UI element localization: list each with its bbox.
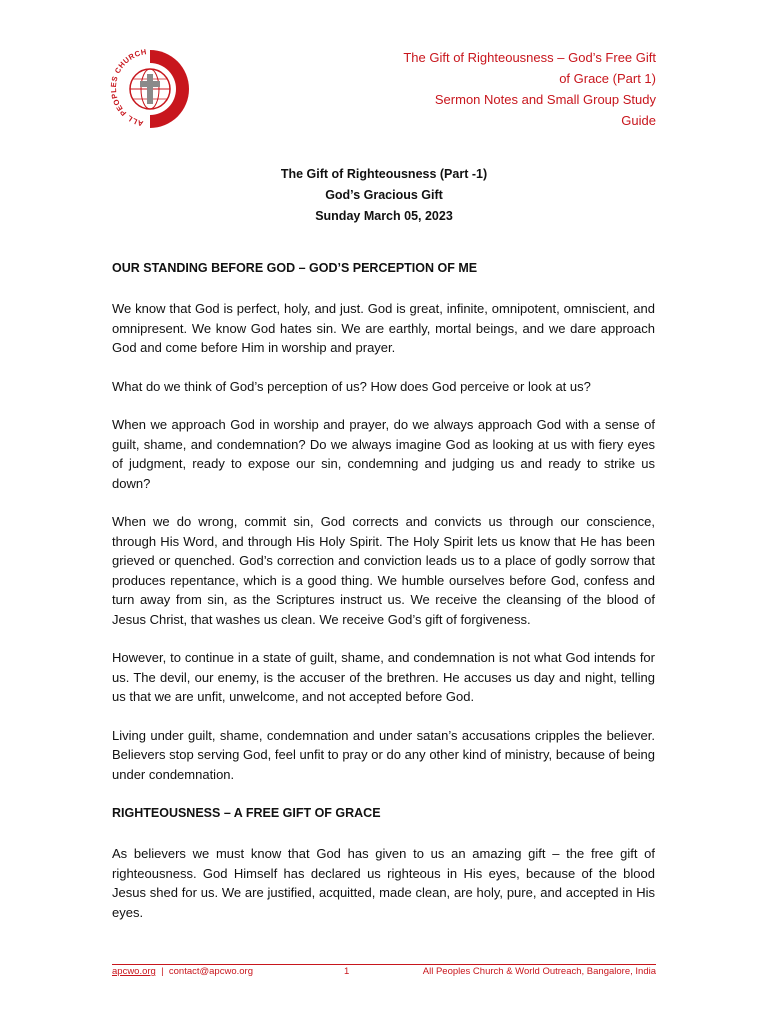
title-line-2: God’s Gracious Gift — [325, 188, 443, 202]
header-title-line: of Grace (Part 1) — [559, 71, 656, 86]
paragraph: We know that God is perfect, holy, and just. God is great, infinite, omnipotent, omniscient, and omnipresent. We know God hates sin. We are earthly, mortal beings, and we dare approach God and come before Him in worship and prayer. — [112, 301, 655, 355]
paragraph: However, to continue in a state of guilt, shame, and condemnation is not what God intends for us. The devil, our enemy, is the accuser of the brethren. He accuses us day and night, telling us that we are unfit, unwelcome, and not accepted before God. — [112, 650, 655, 704]
section-heading: OUR STANDING BEFORE GOD – GOD’S PERCEPTION OF ME — [112, 261, 478, 275]
document-body — [112, 258, 655, 941]
website-link[interactable]: apcwo.org — [112, 966, 156, 977]
paragraph: As believers we must know that God has given to us an amazing gift – the free gift of righteousness. God Himself has declared us righteous in His eyes, because of the blood Jesus shed for us. We are justified, acquitted, made clean, are holy, pure, and accepted in His eyes. — [112, 846, 655, 920]
paragraph: When we do wrong, commit sin, God corrects and convicts us through our conscience, through His Word, and through His Holy Spirit. The Holy Spirit lets us know that He has been grieved or quenched. God’s correction and conviction leads us to a place of godly sorrow that produces repentance, which is a good thing. We humble ourselves before God, confess and turn away from sin, as the Scriptures instruct us. We receive the cleansing of the blood of Jesus Christ, that washes us clean. We receive God’s gift of forgiveness. — [112, 514, 655, 627]
header-title-line: Sermon Notes and Small Group Study — [434, 92, 656, 107]
header-title — [356, 47, 656, 131]
header-title-line: The Gift of Righteousness – God’s Free Gift — [403, 50, 656, 65]
email-link[interactable]: contact@apcwo.org — [168, 966, 253, 977]
document-title — [0, 164, 768, 227]
footer-separator: | — [161, 966, 164, 977]
footer-divider — [112, 964, 656, 965]
paragraph: When we approach God in worship and prayer, do we always approach God with a sense of guilt, shame, and condemnation? Do we always imagine God as looking at us with fiery eyes of judgment, ready to expose our sin, condemning and judging us and ready to strike us down? — [112, 417, 655, 491]
page-number: 1 — [344, 966, 350, 977]
paragraph: Living under guilt, shame, condemnation and under satan’s accusations cripples the believer. Believers stop serving God, feel unfit to pray or do any other kind of ministry, because of being under condemnation. — [112, 727, 655, 782]
logo-ring-text: ALL PEOP S CHURCH — [110, 48, 148, 129]
church-logo — [110, 48, 190, 130]
header-title-line: Guide — [621, 113, 656, 128]
footer-contact — [112, 966, 253, 977]
church-logo-icon — [110, 48, 190, 130]
paragraph: What do we think of God’s perception of us? How does God perceive or look at us? — [112, 378, 591, 394]
title-line-1: The Gift of Righteousness (Part -1) — [280, 167, 488, 181]
section-heading: RIGHTEOUSNESS – A FREE GIFT OF GRACE — [112, 806, 381, 820]
title-line-3: Sunday March 05, 2023 — [315, 209, 453, 223]
footer-organization: All Peoples Church & World Outreach, Bangalore, India — [422, 966, 656, 977]
